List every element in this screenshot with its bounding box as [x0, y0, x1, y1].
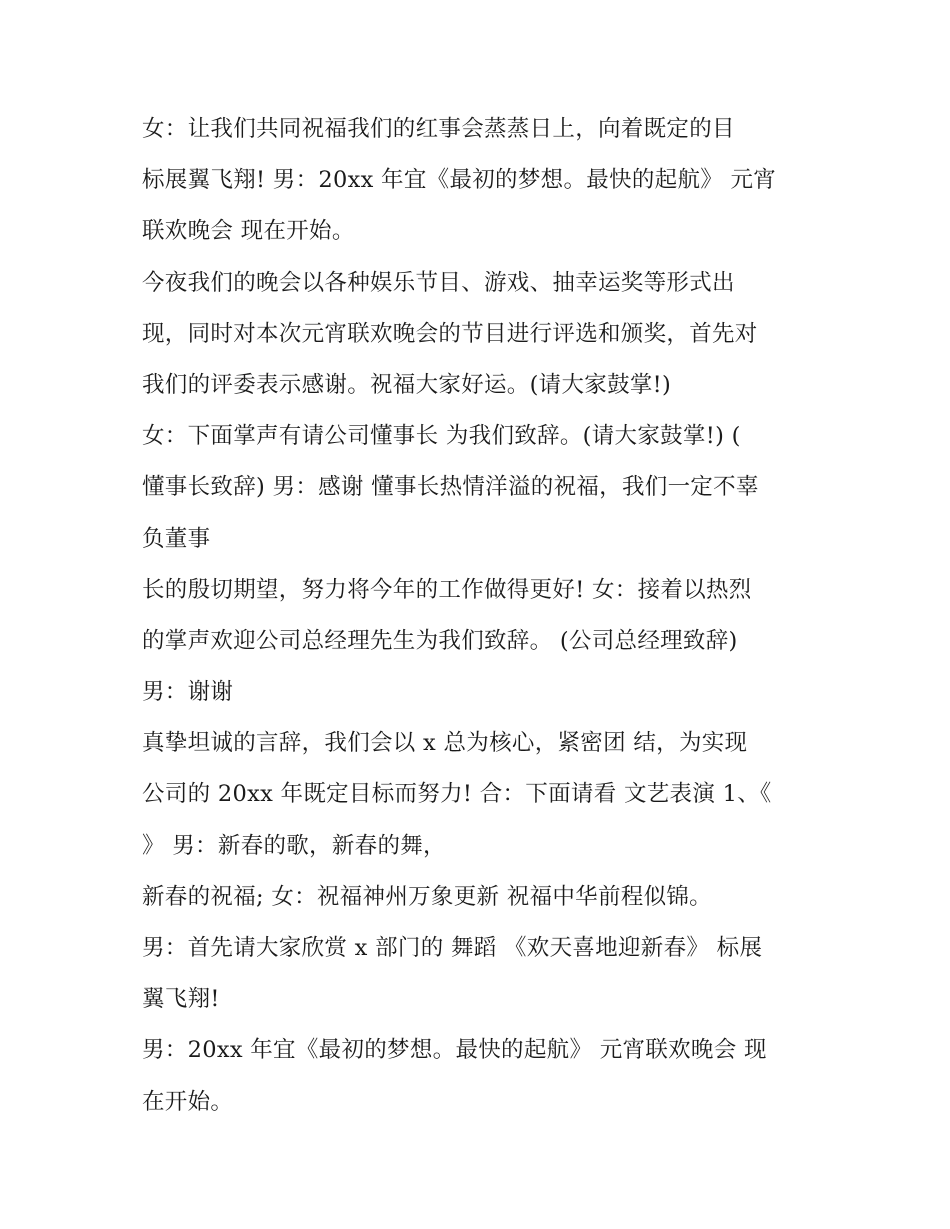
text-line: 懂事长致辞) 男：感谢 懂事长热情洋溢的祝福，我们一定不辜 [142, 474, 759, 501]
text-line: 的掌声欢迎公司总经理先生为我们致辞。 (公司总经理致辞) [142, 627, 738, 654]
document-body [142, 104, 822, 1128]
text-line: 女：让我们共同祝福我们的红事会蒸蒸日上，向着既定的目 [142, 116, 735, 142]
text-line: 联欢晚会 现在开始。 [142, 218, 355, 245]
text-line: 负董事 [142, 525, 211, 552]
text-line: 》 男：新春的歌，新春的舞， [142, 832, 446, 859]
text-line: 男：首先请大家欣赏 x 部门的 舞蹈 《欢天喜地迎新春》 标展 [142, 935, 763, 961]
text-line: 现，同时对本次元宵联欢晚会的节目进行评选和颁奖，首先对 [142, 320, 758, 347]
text-line: 新春的祝福; 女：祝福神州万象更新 祝福中华前程似锦。 [142, 883, 712, 910]
text-line: 公司的 20xx 年既定目标而努力! 合：下面请看 文艺表演 1、《 [142, 781, 772, 808]
text-line: 翼飞翔! [142, 986, 220, 1013]
text-line: 男：20xx 年宜《最初的梦想。最快的起航》 元宵联欢晚会 现 [142, 1037, 767, 1064]
text-line: 真挚坦诚的言辞，我们会以 x 总为核心，紧密团 结，为实现 [142, 730, 748, 757]
text-line: 标展翼飞翔! 男：20xx 年宜《最初的梦想。最快的起航》 元宵 [142, 167, 777, 194]
text-line: 长的殷切期望，努力将今年的工作做得更好! 女：接着以热烈 [142, 576, 752, 603]
text-line: 我们的评委表示感谢。祝福大家好运。(请大家鼓掌!) [142, 371, 672, 398]
text-line: 在开始。 [142, 1088, 234, 1115]
text-line: 今夜我们的晚会以各种娱乐节目、游戏、抽幸运奖等形式出 [142, 269, 735, 296]
text-line: 男：谢谢 [142, 679, 234, 706]
text-line: 女：下面掌声有请公司懂事长 为我们致辞。(请大家鼓掌!) ( [142, 423, 741, 450]
